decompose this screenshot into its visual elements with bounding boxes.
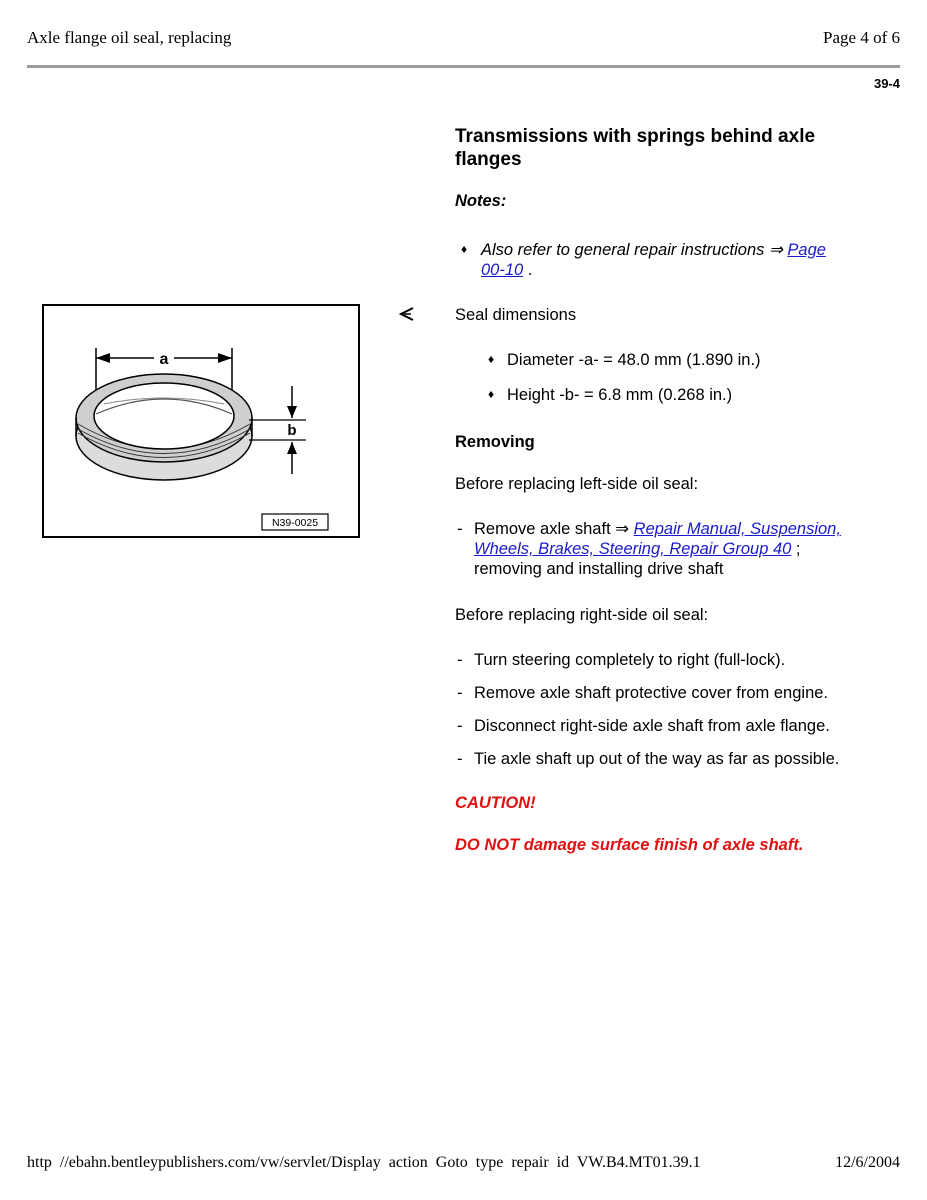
caution-text: DO NOT damage surface finish of axle shaft.: [455, 836, 804, 854]
seal-figure: [42, 304, 360, 538]
arrow-left-icon: [398, 305, 416, 328]
note-page-link-cont[interactable]: 00-10: [481, 261, 524, 279]
note-suffix: .: [523, 261, 533, 279]
diamond-bullet-icon: ♦: [488, 352, 495, 366]
notes-label: Notes:: [455, 192, 507, 210]
section-heading: [455, 125, 815, 171]
seal-height: Height -b- = 6.8 mm (0.268 in.): [507, 386, 733, 404]
note-page-link[interactable]: Page: [787, 241, 826, 259]
right-step: Remove axle shaft protective cover from engine.: [474, 684, 829, 702]
oil-seal-diagram: [44, 306, 358, 536]
repair-manual-link[interactable]: Repair Manual, Suspension,: [633, 520, 841, 538]
dash-bullet: -: [457, 651, 463, 669]
dash-bullet: -: [457, 684, 463, 702]
right-step: Tie axle shaft up out of the way as far as possible.: [474, 750, 840, 768]
footer-date: 12/6/2004: [835, 1154, 900, 1171]
diamond-bullet-icon: ♦: [488, 387, 495, 401]
seal-diameter: Diameter -a- = 48.0 mm (1.890 in.): [507, 351, 761, 369]
removing-heading: Removing: [455, 433, 535, 451]
dimension-a-label: a: [159, 351, 169, 368]
section-heading-line1: Transmissions with springs behind axle: [455, 126, 816, 147]
page-id: 39-4: [873, 76, 900, 91]
left-step-line3: removing and installing drive shaft: [474, 560, 724, 578]
right-side-intro: Before replacing right-side oil seal:: [455, 606, 709, 624]
footer-url: http //ebahn.bentleypublishers.com/vw/servlet/Display action Goto type repair id VW.B4.MT01.39.1: [27, 1154, 701, 1171]
repair-manual-link-cont[interactable]: Wheels, Brakes, Steering, Repair Group 40: [474, 540, 792, 558]
dimension-b-label: b: [287, 422, 297, 439]
diamond-bullet-icon: ♦: [461, 242, 468, 256]
section-heading-line2: flanges: [455, 149, 522, 170]
header-divider: [27, 65, 900, 68]
dash-bullet: -: [457, 750, 463, 768]
right-step: Turn steering completely to right (full-lock).: [474, 651, 786, 669]
note-item: [481, 240, 881, 280]
note-text: Also refer to general repair instructions ⇒: [481, 241, 788, 259]
right-step: Disconnect right-side axle shaft from axle flange.: [474, 717, 830, 735]
seal-dimensions-title: Seal dimensions: [455, 306, 577, 324]
page-number: Page 4 of 6: [823, 28, 900, 47]
document-title: Axle flange oil seal, replacing: [27, 28, 232, 47]
dash-bullet: -: [457, 717, 463, 735]
left-side-step: [474, 519, 904, 579]
left-step-suffix: ;: [791, 540, 801, 558]
left-side-intro: Before replacing left-side oil seal:: [455, 475, 699, 493]
dash-bullet: -: [457, 520, 463, 538]
caution-label: CAUTION!: [455, 794, 536, 812]
left-step-prefix: Remove axle shaft ⇒: [474, 520, 634, 538]
figure-ref-code: N39-0025: [271, 517, 319, 529]
